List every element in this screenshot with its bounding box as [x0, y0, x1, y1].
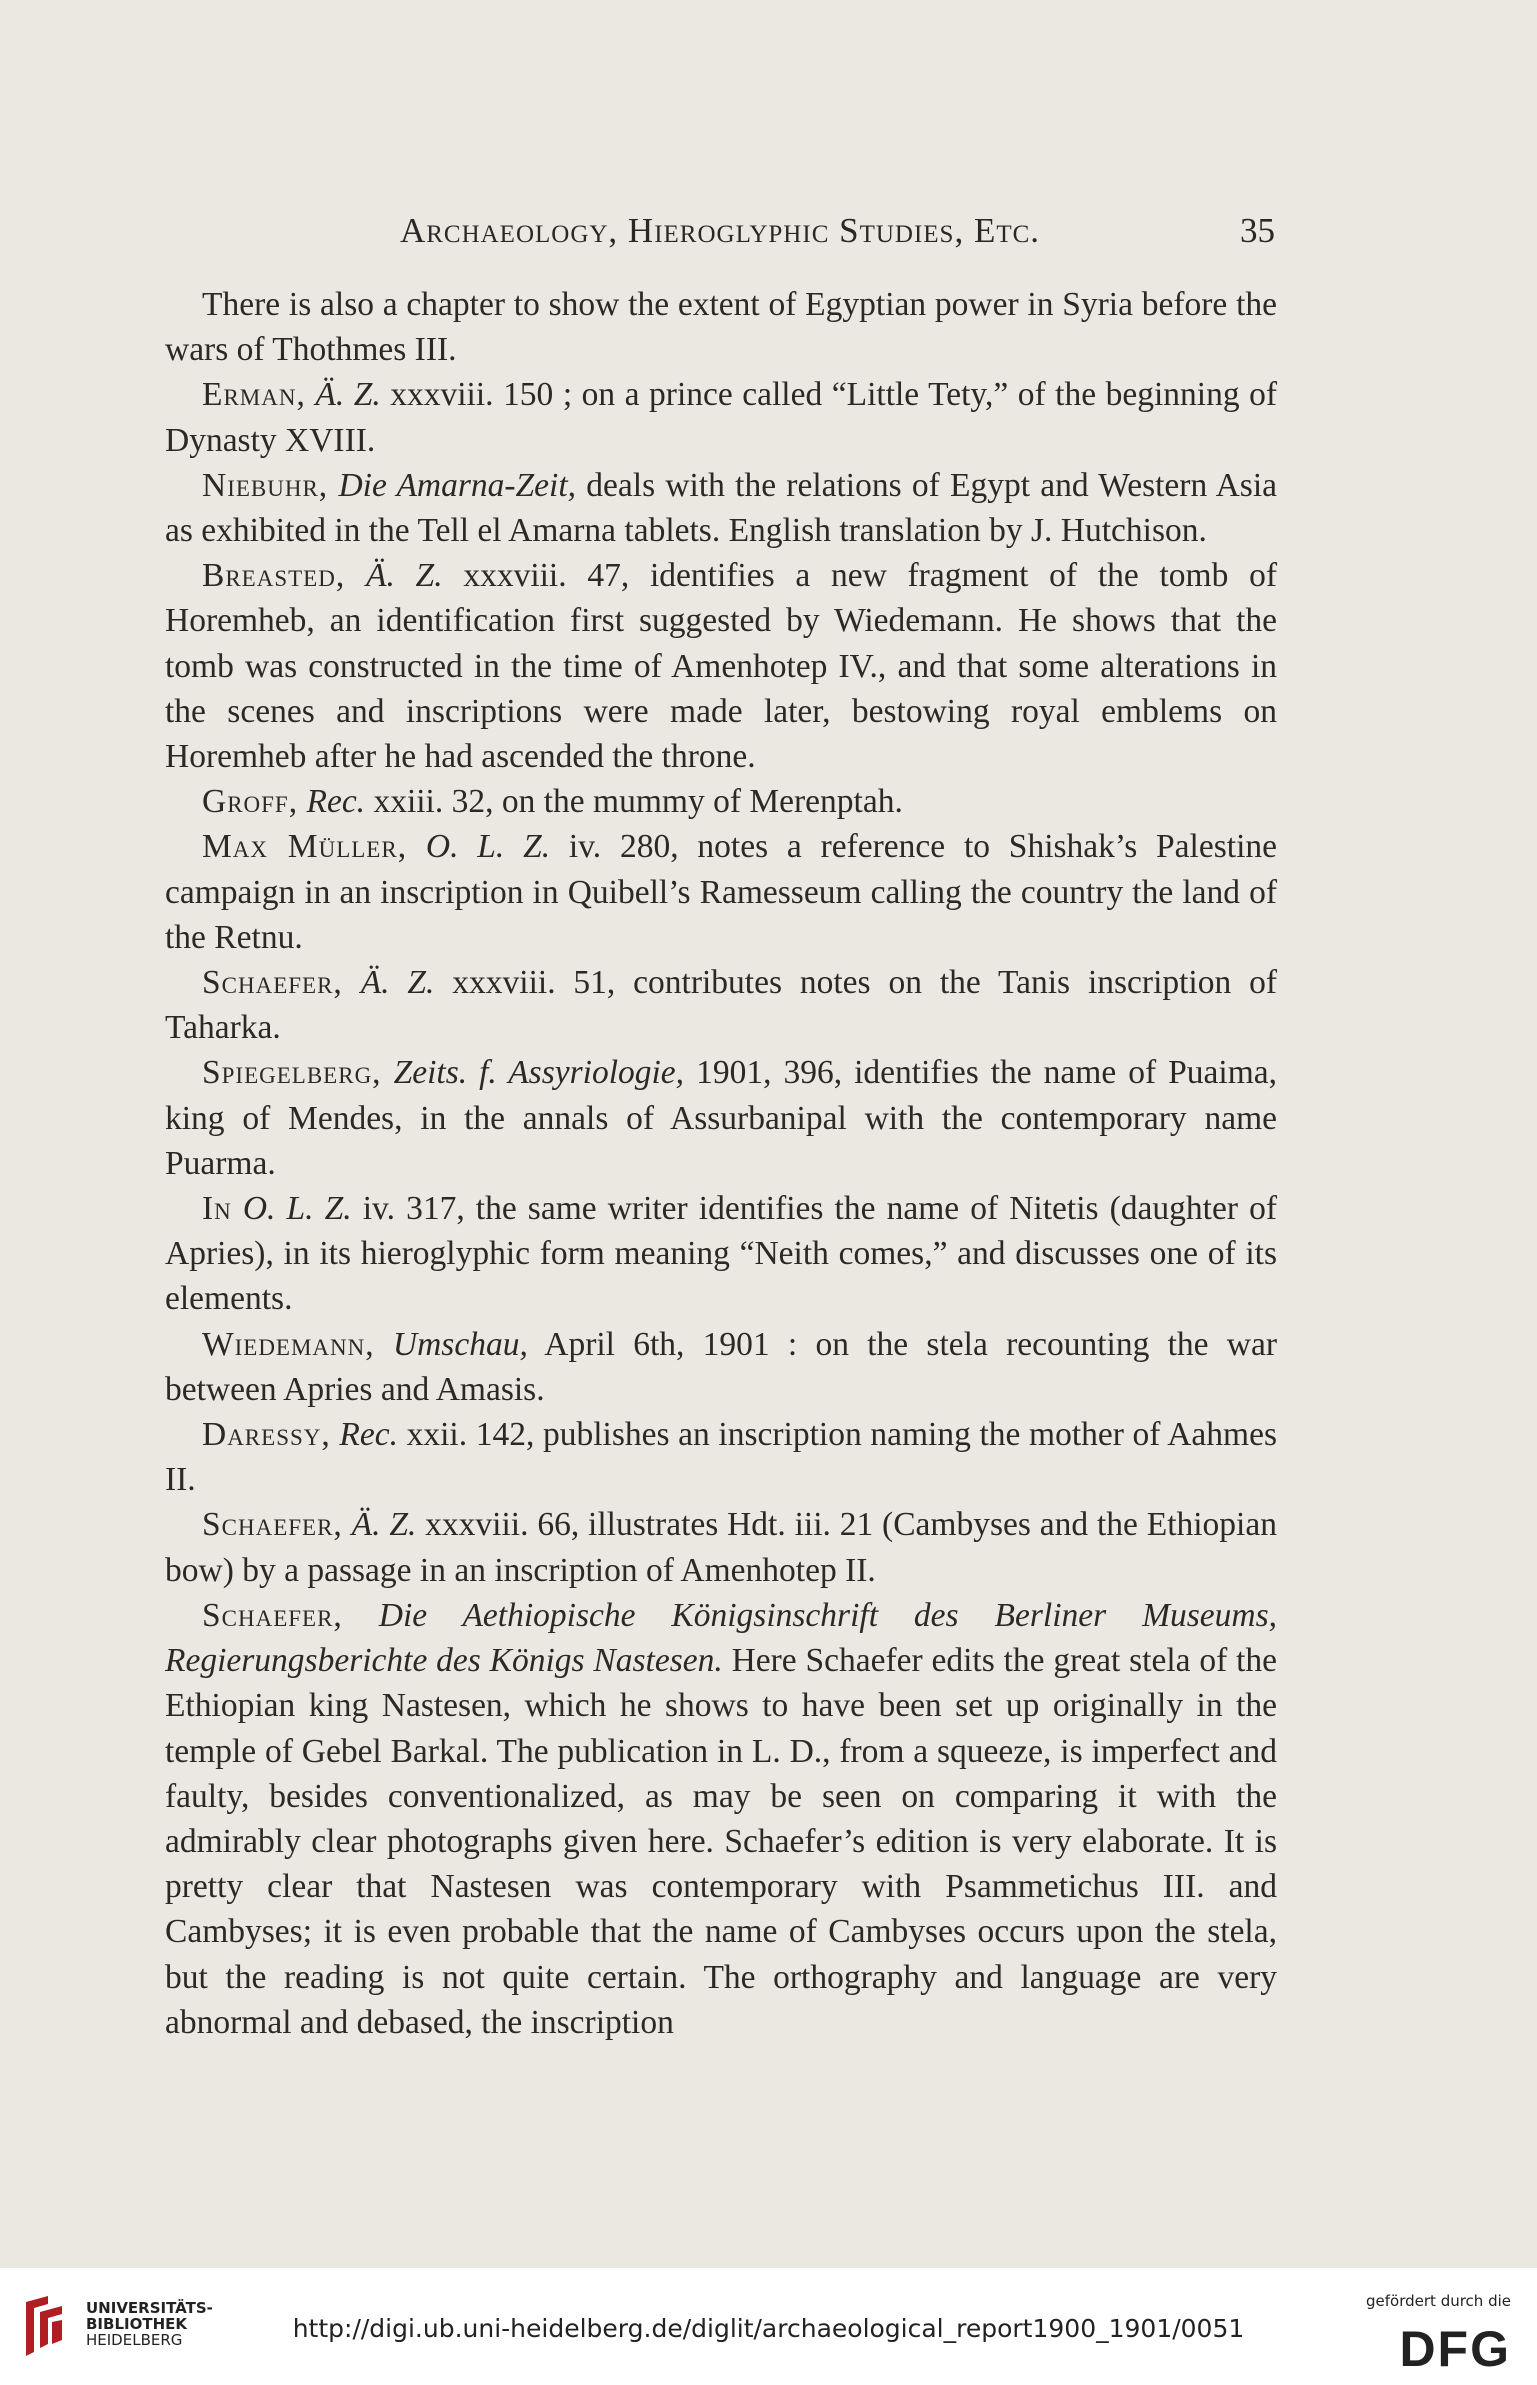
entry-citation: O. L. Z.	[425, 828, 551, 866]
entry-author: Schaefer,	[202, 964, 343, 1002]
library-name-line3: HEIDELBERG	[86, 2331, 183, 2349]
entry-text: xxxviii. 47, identifies a new fragment of the tomb of Horemheb, an identification first suggested by Wiedemann. He shows that the tomb was constructed in the time of Amenhotep IV., and that some alterations in the scenes and inscriptions were made later, bestowing royal emblems on Horemheb after he had ascended the throne.	[165, 557, 1278, 776]
entry-citation: Zeits. f. Assyriologie,	[393, 1054, 685, 1092]
entry-author: Erman,	[202, 376, 306, 414]
page-header	[165, 205, 1275, 265]
entry-author: Groff,	[202, 783, 299, 821]
entry-citation: Die Amarna-Zeit,	[338, 466, 577, 504]
entry-text: xxxviii. 150 ; on a prince called “Little Tety,” of the beginning of Dynasty XVIII.	[165, 376, 1277, 459]
entry-citation: Die Aethiopische Königsinschrift des Berliner Museums, Regierungsberichte des Königs Nastesen.	[165, 1596, 1277, 1680]
paragraph	[165, 553, 1277, 779]
entry-author: Breasted,	[202, 557, 346, 595]
paragraph	[165, 1412, 1277, 1502]
paragraph	[165, 1186, 1277, 1322]
entry-text: There is also a chapter to show the extent of Egyptian power in Syria before the wars of Thothmes III.	[165, 286, 1277, 369]
paragraph	[165, 1502, 1277, 1592]
paragraph	[165, 463, 1277, 553]
library-name-line1: UNIVERSITÄTS-	[86, 2299, 213, 2317]
entry-author: Schaefer,	[202, 1596, 343, 1634]
paragraph	[165, 1322, 1277, 1412]
entry-author: Schaefer,	[202, 1506, 343, 1544]
running-head: Archaeology, Hieroglyphic Studies, Etc.	[399, 211, 1041, 250]
entry-author: Max Müller,	[202, 828, 408, 866]
dfg-logo: DFG	[1399, 2321, 1511, 2377]
entry-citation: Ä. Z.	[365, 557, 443, 595]
entry-author: Wiedemann,	[202, 1325, 375, 1363]
entry-citation: Rec.	[306, 783, 366, 821]
body-text	[165, 282, 1277, 2045]
entry-text: iv. 280, notes a reference to Shishak’s Palestine campaign in an inscription in Quibell’s Ramesseum calling the country the land of the Retnu.	[165, 828, 1277, 956]
paragraph	[165, 824, 1277, 960]
digitization-footer	[0, 2268, 1537, 2385]
entry-citation: Ä. Z.	[360, 964, 435, 1002]
paragraph	[165, 779, 1277, 824]
entry-author: In	[202, 1190, 232, 1228]
entry-text: iv. 317, the same writer identifies the name of Nitetis (daughter of Apries), in its hieroglyphic form meaning “Neith comes,” and discusses one of its elements.	[165, 1190, 1277, 1318]
page-number: 35	[1240, 211, 1275, 250]
entry-citation: Ä. Z.	[315, 376, 381, 414]
entry-text: Here Schaefer edits the great stela of the Ethiopian king Nastesen, which he shows to have been set up originally in the temple of Gebel Barkal. The publication in L. D., from a squeeze, is imperfect and faulty, besides conventionalized, as may be seen on comparing it with the admirably clear photographs given here. Schaefer’s edition is very elaborate. It is pretty clear that Nastesen was contemporary with Psammetichus III. and Cambyses; it is even probable that the name of Cambyses occurs upon the stela, but the reading is not quite certain. The orthography and language are very abnormal and debased, the inscription	[165, 1642, 1278, 2041]
paragraph	[165, 282, 1277, 372]
entry-citation: Rec.	[339, 1416, 398, 1454]
entry-citation: Umschau,	[392, 1325, 528, 1363]
entry-author: Spiegelberg,	[202, 1054, 382, 1092]
paragraph	[165, 1593, 1277, 2045]
entry-text: 1901, 396, identifies the name of Puaima, king of Mendes, in the annals of Assurbanipal with the contemporary name Puarma.	[165, 1054, 1278, 1182]
entry-text: xxiii. 32, on the mummy of Merenptah.	[365, 783, 903, 821]
paragraph	[165, 372, 1277, 462]
paragraph	[165, 1050, 1277, 1186]
funding-caption: gefördert durch die	[1366, 2292, 1511, 2310]
library-name-line2: BIBLIOTHEK	[86, 2315, 187, 2333]
paragraph	[165, 960, 1277, 1050]
entry-text: xxii. 142, publishes an inscription naming the mother of Aahmes II.	[165, 1416, 1278, 1499]
entry-author: Daressy,	[202, 1416, 331, 1454]
entry-citation: Ä. Z.	[351, 1506, 417, 1544]
entry-text: April 6th, 1901 : on the stela recounting the war between Apries and Amasis.	[165, 1325, 1278, 1408]
entry-text: xxxviii. 51, contributes notes on the Tanis inscription of Taharka.	[165, 964, 1278, 1047]
entry-text: deals with the relations of Egypt and Western Asia as exhibited in the Tell el Amarna tablets. English translation by J. Hutchison.	[165, 466, 1278, 550]
entry-text: xxxviii. 66, illustrates Hdt. iii. 21 (Cambyses and the Ethiopian bow) by a passage in an inscription of Amenhotep II.	[165, 1506, 1277, 1589]
entry-author: Niebuhr,	[202, 466, 329, 504]
permalink-url[interactable]: http://digi.ub.uni-heidelberg.de/diglit/archaeological_report1900_1901/0051	[292, 2314, 1245, 2343]
entry-citation: O. L. Z.	[242, 1190, 352, 1228]
